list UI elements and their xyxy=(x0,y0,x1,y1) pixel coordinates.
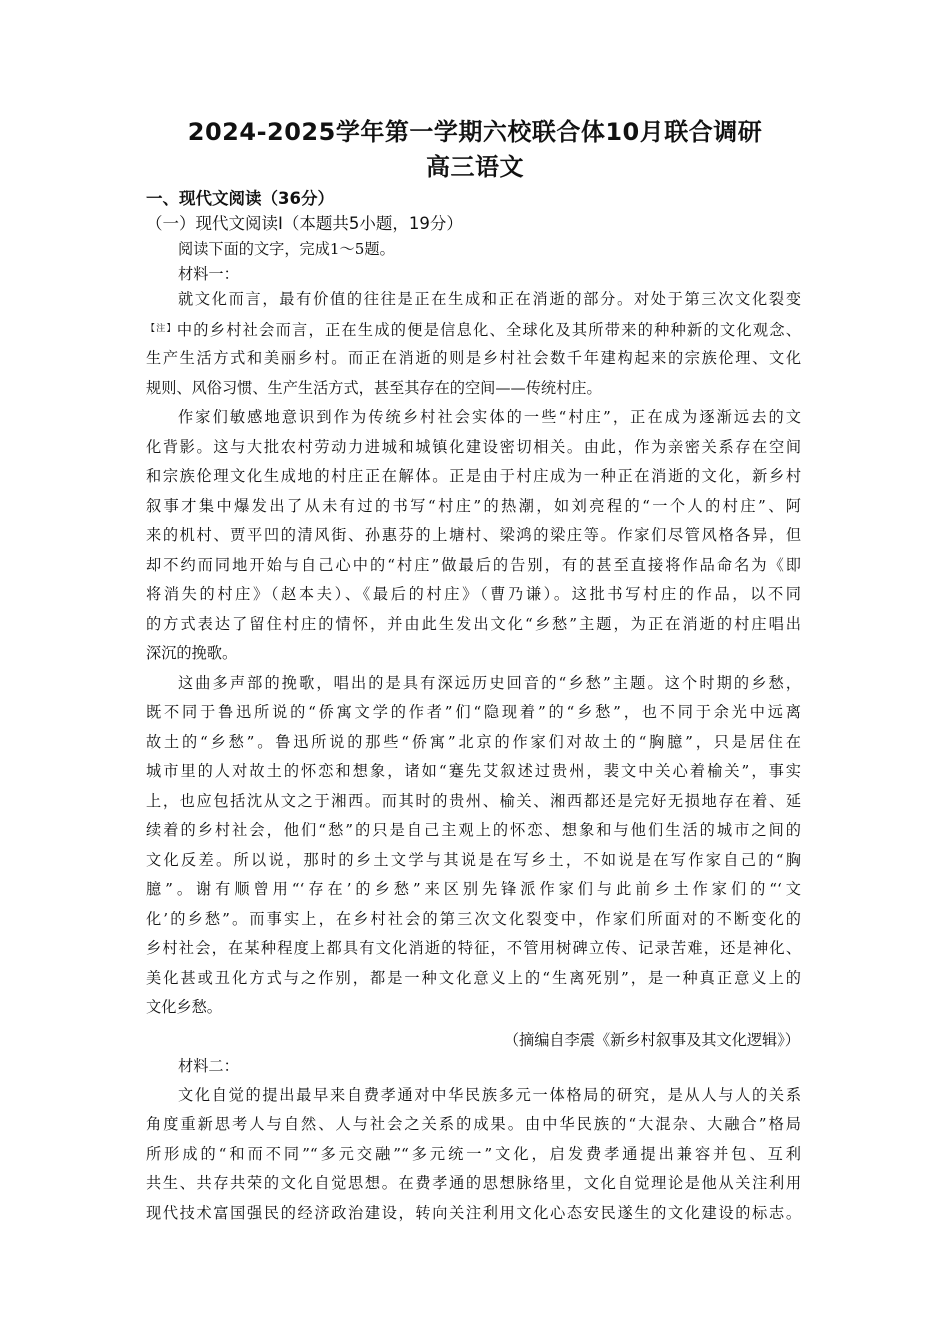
text-line: 乡村社会，在某种程度上都具有文化消逝的特征，不管用树碑立传、记录苦难，还是神化、 xyxy=(146,939,801,957)
text-line: 角度重新思考人与自然、人与社会之关系的成果。由中华民族的“大混杂、大融合”格局 xyxy=(146,1115,801,1133)
text-line: 深沉的挽歌。 xyxy=(146,644,238,662)
text-line: 却不约而同地开始与自己心中的“村庄”做最后的告别，有的甚至直接将作品命名为《即 xyxy=(146,556,801,574)
text-line: 续着的乡村社会，他们“愁”的只是自己主观上的怀恋、想象和与他们生活的城市之间的 xyxy=(146,821,801,839)
text-line: 生产生活方式和美丽乡村。而正在消逝的则是乡村社会数千年建构起来的宗族伦理、文化 xyxy=(146,349,801,367)
text-line: 的方式表达了留住村庄的情怀，并由此生发出文化“乡愁”主题，为正在消逝的村庄唱出 xyxy=(146,615,801,633)
text-line: 作家们敏感地意识到作为传统乡村社会实体的一些“村庄”，正在成为逐渐远去的文 xyxy=(178,408,801,426)
exam-title: 2024-2025学年第一学期六校联合体10月联合调研 xyxy=(187,118,763,146)
text-line: 美化甚或丑化方式与之作别，都是一种文化意义上的“生离死别”，是一种真正意义上的 xyxy=(146,969,801,987)
subsection-heading: （一）现代文阅读Ⅰ（本题共5小题，19分） xyxy=(146,214,463,233)
text-line: 文化反差。所以说，那时的乡土文学与其说是在写乡土，不如说是在写作家自己的“胸 xyxy=(146,851,801,869)
text-line: 现代技术富国强民的经济政治建设，转向关注利用文化心态安民遂生的文化建设的标志。 xyxy=(146,1204,801,1222)
text-line xyxy=(146,319,801,340)
text-line: 规则、风俗习惯、生产生活方式，甚至其存在的空间——传统村庄。 xyxy=(146,379,602,397)
text-line: 文化乡愁。 xyxy=(146,998,222,1016)
text-line: 所形成的“和而不同”“多元交融”“多元统一”文化，启发费孝通提出兼容并包、互利 xyxy=(146,1145,801,1163)
text-line: 化’的乡愁”。而事实上，在乡村社会的第三次文化裂变中，作家们所面对的不断变化的 xyxy=(146,910,801,928)
text-line: 故土的“乡愁”。鲁迅所说的那些“侨寓”北京的作家们对故土的“胸臆”，只是居住在 xyxy=(146,733,801,751)
text-line: 既不同于鲁迅所说的“侨寓文学的作者”们“隐现着”的“乡愁”，也不同于余光中远离 xyxy=(146,703,801,721)
text-line: 就文化而言，最有价值的往往是正在生成和正在消逝的部分。对处于第三次文化裂变 xyxy=(178,290,801,308)
material-label: 材料二： xyxy=(178,1057,239,1075)
text-line: 叙事才集中爆发出了从未有过的书写“村庄”的热潮，如刘亮程的“一个人的村庄”、阿 xyxy=(146,497,801,515)
text-line: 和宗族伦理文化生成地的村庄正在解体。正是由于村庄成为一种正在消逝的文化，新乡村 xyxy=(146,467,801,485)
text-line: 城市里的人对故土的怀恋和想象，诸如“蹇先艾叙述过贵州，裴文中关心着榆关”，事实 xyxy=(146,762,801,780)
text-line-content: 中的乡村社会而言，正在生成的便是信息化、全球化及其所带来的种种新的文化观念、 xyxy=(176,321,801,339)
text-line: 文化自觉的提出最早来自费孝通对中华民族多元一体格局的研究，是从人与人的关系 xyxy=(178,1086,801,1104)
text-line: 化背影。这与大批农村劳动力进城和城镇化建设密切相关。由此，作为亲密关系存在空间 xyxy=(146,438,801,456)
instruction: 阅读下面的文字，完成1～5题。 xyxy=(178,240,395,258)
text-line: 臆”。谢有顺曾用“‘存在’的乡愁”来区别先锋派作家们与此前乡土作家们的“‘文 xyxy=(146,880,801,898)
footnote-marker: 【注】 xyxy=(146,324,177,334)
text-line: 来的机村、贾平凹的清风街、孙惠芬的上塘村、梁鸿的梁庄等。作家们尽管风格各异，但 xyxy=(146,526,801,544)
text-line: 上，也应包括沈从文之于湘西。而其时的贵州、榆关、湘西都还是完好无损地存在着、延 xyxy=(146,792,801,810)
section-heading: 一、现代文阅读（36分） xyxy=(146,189,334,208)
source-citation: （摘编自李震《新乡村叙事及其文化逻辑》） xyxy=(503,1031,800,1049)
text-line: 这曲多声部的挽歌，唱出的是具有深远历史回音的“乡愁”主题。这个时期的乡愁， xyxy=(178,674,801,692)
text-line: 将消失的村庄》（赵本夫）、《最后的村庄》（曹乃谦）。这批书写村庄的作品，以不同 xyxy=(146,585,801,603)
material-label: 材料一： xyxy=(178,265,239,283)
exam-subject: 高三语文 xyxy=(426,153,524,181)
text-line: 共生、共存共荣的文化自觉思想。在费孝通的思想脉络里，文化自觉理论是他从关注利用 xyxy=(146,1174,801,1192)
